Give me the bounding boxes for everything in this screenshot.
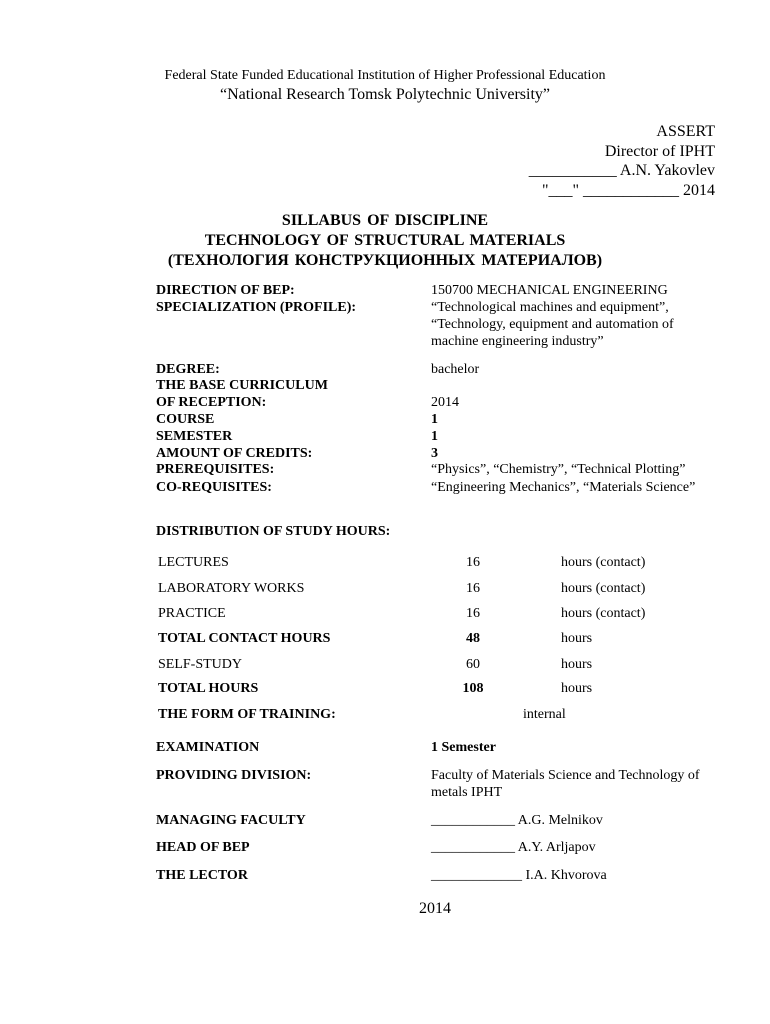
director-signature: ___________ A.N. Yakovlev	[528, 162, 715, 179]
title-line-1: SILLABUS OF DISCIPLINE	[281, 212, 489, 229]
approval-block	[315, 122, 715, 200]
hours-row-name: LABORATORY WORKS	[158, 581, 305, 596]
specialization-label: SPECIALIZATION (PROFILE):	[156, 300, 357, 315]
title-line-2: TECHNOLOGY OF STRUCTURAL MATERIALS	[204, 232, 566, 249]
document-year: 2014	[419, 900, 451, 917]
examination-label: EXAMINATION	[156, 740, 260, 755]
specialization-value: “Technological machines and equipment”, “Technology, equipment and automation of machine engineering industry”	[431, 300, 674, 349]
base-curriculum-label: THE BASE CURRICULUM	[156, 378, 328, 393]
hours-row-unit: hours	[561, 681, 593, 696]
reception-label: OF RECEPTION:	[156, 395, 267, 410]
managing-faculty-label: MANAGING FACULTY	[156, 813, 306, 828]
credits-label: AMOUNT OF CREDITS:	[156, 446, 313, 461]
hours-row-value: 16	[466, 606, 480, 621]
hours-row-practice	[158, 606, 718, 626]
credits-value: 3	[431, 446, 438, 461]
assert-label: ASSERT	[656, 123, 715, 140]
providing-division-value: Faculty of Materials Science and Technology of metals IPHT	[431, 768, 700, 800]
approval-date: "___" ____________ 2014	[541, 181, 715, 199]
hours-row-unit: hours	[561, 657, 593, 672]
head-of-bep-signature: ____________ A.Y. Arljapov	[431, 840, 596, 855]
hours-row-self-study	[158, 657, 718, 677]
hours-row-name: TOTAL HOURS	[158, 681, 259, 696]
degree-label: DEGREE:	[156, 362, 220, 377]
hours-row-name: PRACTICE	[158, 606, 226, 621]
hours-row-value: 16	[466, 581, 480, 596]
hours-row-name: TOTAL CONTACT HOURS	[158, 631, 331, 646]
direction-label: DIRECTION OF BEP:	[156, 283, 295, 298]
institution-line-1: Federal State Funded Educational Institution of Higher Professional Education	[164, 68, 606, 83]
hours-row-laboratory	[158, 581, 718, 601]
course-value: 1	[431, 412, 438, 427]
degree-value: bachelor	[431, 362, 480, 377]
prerequisites-value: “Physics”, “Chemistry”, “Technical Plotting”	[431, 462, 686, 477]
hours-row-total	[158, 681, 718, 701]
semester-value: 1	[431, 429, 438, 444]
hours-row-lectures	[158, 555, 718, 575]
head-of-bep-label: HEAD OF BEP	[156, 840, 250, 855]
corequisites-value: “Engineering Mechanics”, “Materials Science”	[431, 480, 696, 495]
form-of-training-label: THE FORM OF TRAINING:	[158, 707, 336, 722]
corequisites-label: CO-REQUISITES:	[156, 480, 272, 495]
hours-row-name: LECTURES	[158, 555, 229, 570]
form-of-training-value: internal	[523, 707, 566, 722]
director-position: Director of IPHT	[604, 142, 715, 160]
distribution-heading: DISTRIBUTION OF STUDY HOURS:	[156, 524, 391, 539]
hours-row-value: 16	[466, 555, 480, 570]
hours-row-unit: hours	[561, 631, 593, 646]
lector-label: THE LECTOR	[156, 868, 248, 883]
prerequisites-label: PREREQUISITES:	[156, 462, 275, 477]
hours-row-unit: hours (contact)	[561, 581, 646, 596]
providing-division-label: PROVIDING DIVISION:	[156, 768, 312, 783]
hours-row-unit: hours (contact)	[561, 555, 646, 570]
document-title	[0, 211, 770, 271]
hours-row-value: 48	[466, 631, 480, 646]
course-label: COURSE	[156, 412, 215, 427]
examination-value: 1 Semester	[431, 740, 496, 755]
semester-label: SEMESTER	[156, 429, 233, 444]
reception-value: 2014	[431, 395, 459, 410]
institution-line-2: “National Research Tomsk Polytechnic University”	[219, 86, 551, 103]
title-line-3: (ТЕХНОЛОГИЯ КОНСТРУКЦИОННЫХ МАТЕРИАЛОВ)	[167, 252, 603, 269]
hours-row-unit: hours (contact)	[561, 606, 646, 621]
direction-value: 150700 MECHANICAL ENGINEERING	[431, 283, 668, 298]
managing-faculty-signature: ____________ A.G. Melnikov	[431, 813, 603, 828]
hours-row-value: 108	[462, 681, 484, 696]
hours-row-value: 60	[466, 657, 480, 672]
lector-signature: _____________ I.A. Khvorova	[431, 868, 607, 883]
hours-row-form	[158, 707, 718, 727]
hours-row-name: SELF-STUDY	[158, 657, 243, 672]
hours-row-total-contact	[158, 631, 718, 651]
